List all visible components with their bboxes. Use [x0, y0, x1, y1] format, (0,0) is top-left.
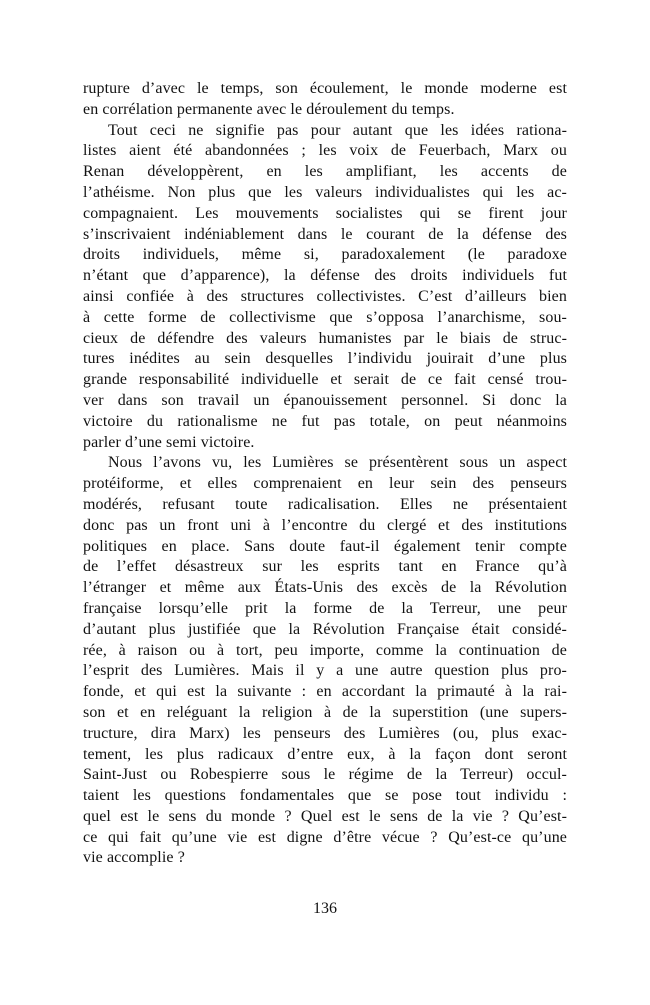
text-line: victoire du rationalisme ne fut pas totale, on peut néanmoins: [83, 412, 567, 430]
text-line: ce qui fait qu’une vie est digne d’être vécue ? Qu’est-ce qu’une: [83, 828, 567, 846]
text-line: Tout ceci ne signifie pas pour autant que les idées rationa-: [108, 121, 567, 139]
text-line: ainsi confiée à des structures collectivistes. C’est d’ailleurs bien: [83, 287, 567, 305]
text-line: cieux de défendre des valeurs humanistes par le biais de struc-: [83, 329, 567, 347]
text-line: tement, les plus radicaux d’entre eux, à la façon dont seront: [83, 745, 567, 763]
text-line: fonde, et qui est la suivante : en accordant la primauté à la rai-: [83, 683, 567, 701]
text-line: d’autant plus justifiée que la Révolution Française était considé-: [83, 620, 567, 638]
text-line: vie accomplie ?: [83, 849, 185, 867]
text-line: politiques en place. Sans doute faut-il également tenir compte: [83, 537, 567, 555]
text-line: s’inscrivaient indéniablement dans le courant de la défense des: [83, 225, 567, 243]
text-line: ver dans son travail un épanouissement personnel. Si donc la: [83, 391, 567, 409]
text-line: l’esprit des Lumières. Mais il y a une autre question plus pro-: [83, 662, 567, 680]
text-line: Saint-Just ou Robespierre sous le régime de la Terreur) occul-: [83, 766, 567, 784]
text-line: droits individuels, même si, paradoxalement (le paradoxe: [83, 246, 567, 264]
text-line: listes aient été abandonnées ; les voix de Feuerbach, Marx ou: [83, 142, 567, 160]
text-line: compagnaient. Les mouvements socialistes qui se firent jour: [83, 204, 567, 222]
paragraph: [83, 121, 567, 454]
text-line: rée, à raison ou à tort, peu importe, comme la continuation de: [83, 641, 567, 659]
text-line: tures inédites au sein desquelles l’individu jouirait d’une plus: [83, 350, 567, 368]
text-line: modérés, refusant toute radicalisation. Elles ne présentaient: [83, 495, 567, 513]
text-line: en corrélation permanente avec le déroulement du temps.: [83, 100, 455, 118]
text-line: française lorsqu’elle prit la forme de la Terreur, une peur: [83, 599, 567, 617]
paragraph: [83, 453, 567, 869]
text-line: rupture d’avec le temps, son écoulement, le monde moderne est: [83, 80, 567, 97]
paragraph: [83, 79, 567, 121]
page-number: 136: [313, 900, 337, 917]
text-line: son et en reléguant la religion à de la superstition (une supers-: [83, 703, 567, 721]
text-line: l’étranger et même aux États-Unis des excès de la Révolution: [83, 579, 567, 597]
text-line: tructure, dira Marx) les penseurs des Lumières (ou, plus exac-: [83, 724, 567, 742]
text-body: [83, 79, 567, 869]
text-line: grande responsabilité individuelle et serait de ce fait censé trou-: [83, 371, 567, 389]
text-line: n’étant que d’apparence), la défense des droits individuels fut: [83, 267, 567, 285]
text-line: quel est le sens du monde ? Quel est le sens de la vie ? Qu’est-: [83, 807, 567, 825]
text-line: l’athéisme. Non plus que les valeurs individualistes qui les ac-: [83, 183, 567, 201]
text-line: donc pas un front uni à l’encontre du clergé et des institutions: [83, 516, 567, 534]
text-line: protéiforme, et elles comprenaient en leur sein des penseurs: [83, 475, 567, 493]
text-line: Nous l’avons vu, les Lumières se présentèrent sous un aspect: [108, 454, 567, 472]
text-line: Renan développèrent, en les amplifiant, les accents de: [83, 163, 567, 181]
text-line: à cette forme de collectivisme que s’opposa l’anarchisme, sou-: [83, 308, 567, 326]
text-line: parler d’une semi victoire.: [83, 433, 255, 451]
text-line: de l’effet désastreux sur les esprits tant en France qu’à: [83, 558, 567, 576]
text-line: taient les questions fondamentales que se pose tout individu :: [83, 787, 567, 805]
